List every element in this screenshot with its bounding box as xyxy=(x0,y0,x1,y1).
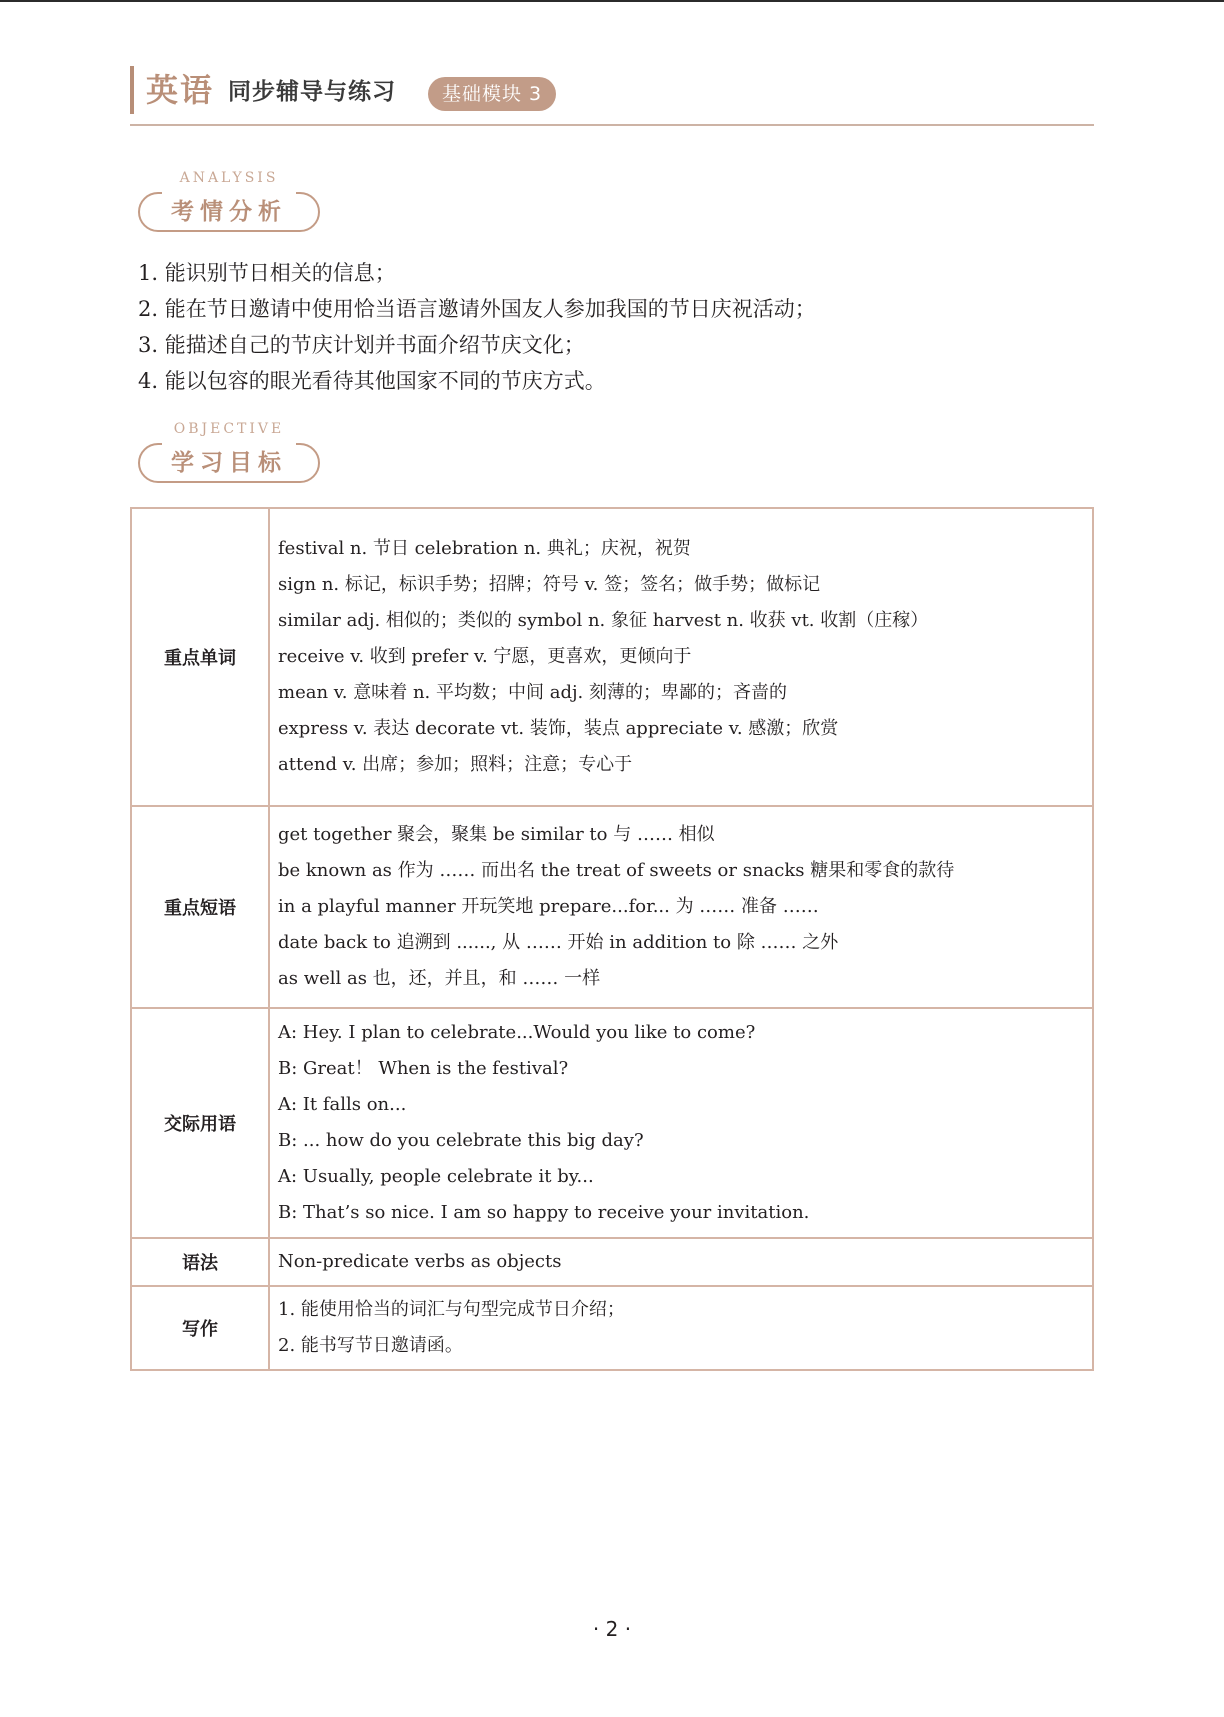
table-row-phrases xyxy=(131,806,1093,1008)
row-content xyxy=(269,1008,1093,1238)
content-line: 2. 能书写节日邀请函。 xyxy=(278,1335,463,1356)
analysis-item: 2. 能在节日邀请中使用恰当语言邀请外国友人参加我国的节日庆祝活动； xyxy=(138,297,816,321)
objective-heading xyxy=(138,421,318,487)
table-row-vocabulary xyxy=(131,508,1093,806)
content-line: B: Great！ When is the festival? xyxy=(278,1058,569,1079)
content-line: attend v. 出席；参加；照料；注意；专心于 xyxy=(278,754,633,775)
content-line: A: It falls on... xyxy=(278,1094,407,1115)
analysis-item: 3. 能描述自己的节庆计划并书面介绍节庆文化； xyxy=(138,333,585,357)
objective-heading-title: 学习目标 xyxy=(171,450,287,476)
objective-table xyxy=(130,507,1094,1371)
content-line: sign n. 标记，标识手势；招牌；符号 v. 签；签名；做手势；做标记 xyxy=(278,574,821,595)
content-line: as well as 也，还，并且，和 …… 一样 xyxy=(278,968,601,989)
content-line: Non-predicate verbs as objects xyxy=(278,1251,562,1272)
analysis-heading xyxy=(138,170,318,236)
header-module-badge: 基础模块 3 xyxy=(428,77,556,111)
row-content xyxy=(269,1286,1093,1370)
top-border xyxy=(0,0,1224,2)
row-content xyxy=(269,1238,1093,1286)
objective-heading-en: OBJECTIVE xyxy=(173,421,285,437)
table-row-communication xyxy=(131,1008,1093,1238)
analysis-heading-pill xyxy=(138,192,320,232)
content-line: similar adj. 相似的；类似的 symbol n. 象征 harvest n. 收获 vt. 收割（庄稼） xyxy=(278,610,929,631)
table-row-writing xyxy=(131,1286,1093,1370)
page-header xyxy=(130,66,1094,128)
content-line: receive v. 收到 prefer v. 宁愿，更喜欢，更倾向于 xyxy=(278,646,692,667)
objective-heading-pill xyxy=(138,443,320,483)
content-line: in a playful manner 开玩笑地 prepare...for... 为 …… 准备 …… xyxy=(278,896,819,917)
content-line: date back to 追溯到 ......, 从 …… 开始 in addition to 除 …… 之外 xyxy=(278,932,839,953)
content-line: A: Hey. I plan to celebrate...Would you like to come? xyxy=(278,1022,756,1043)
content-line: festival n. 节日 celebration n. 典礼；庆祝，祝贺 xyxy=(278,538,691,559)
row-content xyxy=(269,806,1093,1008)
content-line: mean v. 意味着 n. 平均数；中间 adj. 刻薄的；卑鄙的；吝啬的 xyxy=(278,682,787,703)
content-line: express v. 表达 decorate vt. 装饰，装点 appreciate v. 感激；欣赏 xyxy=(278,718,839,739)
row-label: 交际用语 xyxy=(131,1008,269,1238)
content-line: A: Usually, people celebrate it by... xyxy=(278,1166,594,1187)
analysis-item: 1. 能识别节日相关的信息； xyxy=(138,261,396,285)
header-accent-bar xyxy=(130,66,134,114)
content-line: 1. 能使用恰当的词汇与句型完成节日介绍； xyxy=(278,1299,625,1320)
row-content xyxy=(269,508,1093,806)
analysis-item: 4. 能以包容的眼光看待其他国家不同的节庆方式。 xyxy=(138,369,606,393)
analysis-heading-title: 考情分析 xyxy=(171,199,287,225)
header-book-title: 同步辅导与练习 xyxy=(228,79,396,105)
row-label: 重点短语 xyxy=(131,806,269,1008)
content-line: be known as 作为 …… 而出名 the treat of sweets or snacks 糖果和零食的款待 xyxy=(278,860,955,881)
content-line: B: That’s so nice. I am so happy to receive your invitation. xyxy=(278,1202,810,1223)
row-label: 语法 xyxy=(131,1238,269,1286)
analysis-list xyxy=(138,255,1078,399)
content-line: B: ... how do you celebrate this big day? xyxy=(278,1130,644,1151)
header-rule xyxy=(130,124,1094,126)
header-subject: 英语 xyxy=(146,71,215,109)
page-number: · 2 · xyxy=(592,1617,632,1641)
row-label: 重点单词 xyxy=(131,508,269,806)
content-line: get together 聚会，聚集 be similar to 与 …… 相似 xyxy=(278,824,715,845)
analysis-heading-en: ANALYSIS xyxy=(179,170,279,186)
table-row-grammar xyxy=(131,1238,1093,1286)
row-label: 写作 xyxy=(131,1286,269,1370)
